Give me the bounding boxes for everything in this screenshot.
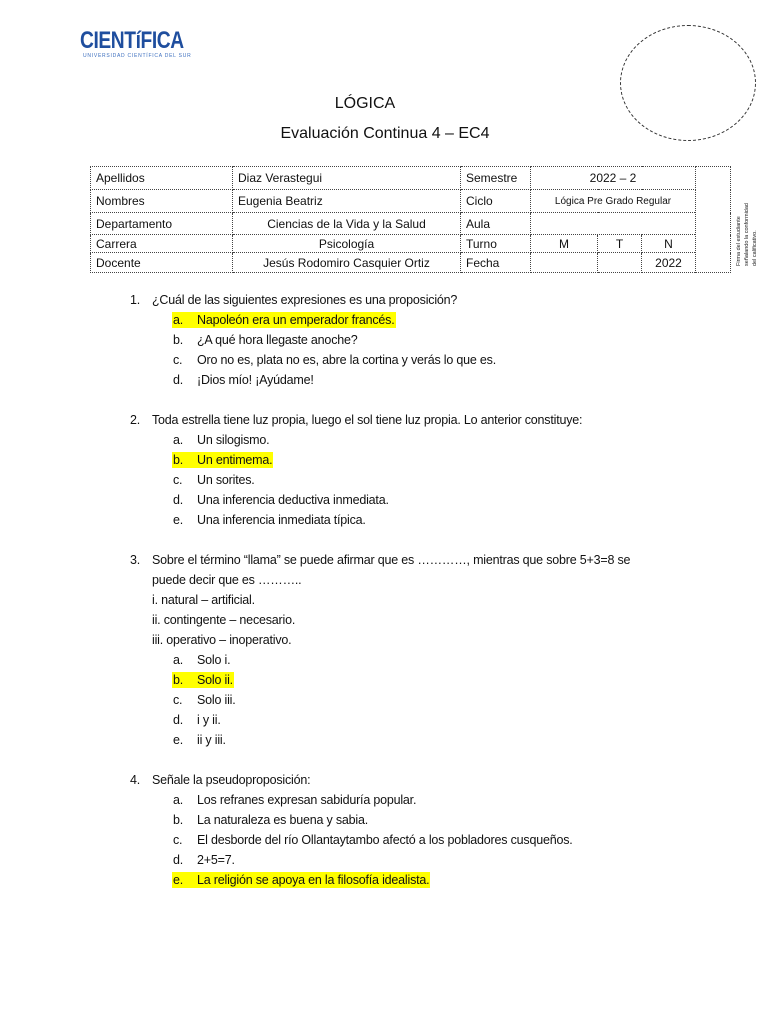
option-letter: b. xyxy=(173,333,184,347)
option-3b xyxy=(0,670,768,690)
option-letter: d. xyxy=(173,373,184,387)
option-text: ii y iii. xyxy=(197,733,226,747)
signature-note xyxy=(735,178,761,266)
question-3 xyxy=(0,550,768,570)
turno-option-t: T xyxy=(598,235,642,253)
option-text: Una inferencia inmediata típica. xyxy=(197,513,366,527)
option-4d xyxy=(0,850,768,870)
turno-option-n: N xyxy=(642,235,696,253)
label-aula: Aula xyxy=(461,213,531,235)
option-4c xyxy=(0,830,768,850)
option-body xyxy=(172,872,430,888)
option-body xyxy=(172,692,237,708)
option-body xyxy=(172,332,359,348)
question-number: 4. xyxy=(130,773,141,787)
label-departamento: Departamento xyxy=(91,213,233,235)
option-letter: a. xyxy=(173,433,184,447)
fecha-month xyxy=(598,253,642,273)
label-semestre: Semestre xyxy=(461,167,531,190)
option-text: La religión se apoya en la filosofía idealista. xyxy=(197,873,430,887)
option-body xyxy=(172,312,396,328)
statement-i: i. natural – artificial. xyxy=(152,593,255,607)
student-info-table xyxy=(90,166,731,273)
option-letter: a. xyxy=(173,793,184,807)
option-body xyxy=(172,732,227,748)
option-4a xyxy=(0,790,768,810)
option-letter: b. xyxy=(173,813,184,827)
value-docente: Jesús Rodomiro Casquier Ortiz xyxy=(233,253,461,273)
option-text: 2+5=7. xyxy=(197,853,235,867)
table-row xyxy=(91,213,731,235)
option-body xyxy=(172,372,315,388)
signature-note-line: Firma del estudiante xyxy=(736,216,742,266)
value-aula xyxy=(531,213,696,235)
table-row xyxy=(91,253,731,273)
option-letter: d. xyxy=(173,713,184,727)
option-letter: c. xyxy=(173,473,183,487)
question-text: Sobre el término “llama” se puede afirmar que es …………, mientras que sobre 5+3=8 se xyxy=(152,553,631,567)
logo-wordmark: CIENTíFICA xyxy=(80,27,184,54)
option-body xyxy=(172,472,256,488)
option-1a xyxy=(0,310,768,330)
question-text: ¿Cuál de las siguientes expresiones es una proposición? xyxy=(152,293,458,307)
option-text: Solo ii. xyxy=(197,673,233,687)
option-3c xyxy=(0,690,768,710)
option-letter: d. xyxy=(173,853,184,867)
grade-circle xyxy=(620,25,756,141)
signature-note-line: del calificativo. xyxy=(752,230,758,266)
question-text: Señale la pseudoproposición: xyxy=(152,773,311,787)
option-2c xyxy=(0,470,768,490)
question-4 xyxy=(0,770,768,790)
value-carrera: Psicología xyxy=(233,235,461,253)
option-letter: e. xyxy=(173,733,184,747)
option-text: Un sorites. xyxy=(197,473,255,487)
option-letter: a. xyxy=(173,653,184,667)
option-2d xyxy=(0,490,768,510)
label-apellidos: Apellidos xyxy=(91,167,233,190)
value-apellidos: Diaz Verastegui xyxy=(233,167,461,190)
document-title: LÓGICA xyxy=(334,95,396,112)
option-text: Solo iii. xyxy=(197,693,236,707)
label-turno: Turno xyxy=(461,235,531,253)
value-departamento: Ciencias de la Vida y la Salud xyxy=(233,213,461,235)
option-text: La naturaleza es buena y sabia. xyxy=(197,813,369,827)
option-body xyxy=(172,812,369,828)
option-body xyxy=(172,852,236,868)
option-1b xyxy=(0,330,768,350)
label-fecha: Fecha xyxy=(461,253,531,273)
label-carrera: Carrera xyxy=(91,235,233,253)
question-2 xyxy=(0,410,768,430)
question-number: 1. xyxy=(130,293,141,307)
option-letter: a. xyxy=(173,313,184,327)
question-text: Toda estrella tiene luz propia, luego el sol tiene luz propia. Lo anterior constituye: xyxy=(152,413,583,427)
spacer xyxy=(0,530,768,550)
option-letter: b. xyxy=(173,673,184,687)
university-logo xyxy=(80,29,192,61)
option-text: El desborde del río Ollantaytambo afectó a los pobladores cusqueños. xyxy=(197,833,573,847)
option-text: ¡Dios mío! ¡Ayúdame! xyxy=(197,373,314,387)
value-semestre: 2022 – 2 xyxy=(531,167,696,190)
option-letter: c. xyxy=(173,353,183,367)
fecha-year: 2022 xyxy=(642,253,696,273)
option-body xyxy=(172,712,222,728)
table-row xyxy=(91,190,731,213)
option-text: i y ii. xyxy=(197,713,221,727)
option-text: Un silogismo. xyxy=(197,433,270,447)
table-row xyxy=(91,235,731,253)
question-number: 3. xyxy=(130,553,141,567)
table-row xyxy=(91,167,731,190)
option-4b xyxy=(0,810,768,830)
option-3d xyxy=(0,710,768,730)
question-number: 2. xyxy=(130,413,141,427)
spacer xyxy=(0,390,768,410)
statement-ii: ii. contingente – necesario. xyxy=(152,613,296,627)
option-text: ¿A qué hora llegaste anoche? xyxy=(197,333,358,347)
value-ciclo: Lógica Pre Grado Regular xyxy=(531,190,696,213)
value-nombres: Eugenia Beatriz xyxy=(233,190,461,213)
option-body xyxy=(172,512,367,528)
option-letter: c. xyxy=(173,693,183,707)
option-body xyxy=(172,792,417,808)
questions-list xyxy=(0,290,768,890)
option-body xyxy=(172,452,273,468)
option-4e xyxy=(0,870,768,890)
question-1 xyxy=(0,290,768,310)
label-nombres: Nombres xyxy=(91,190,233,213)
turno-option-m: M xyxy=(531,235,598,253)
question-continuation: puede decir que es ……….. xyxy=(152,573,302,587)
logo-tagline: UNIVERSIDAD CIENTÍFICA DEL SUR xyxy=(83,53,192,59)
option-text: Solo i. xyxy=(197,653,231,667)
option-letter: c. xyxy=(173,833,183,847)
option-text: Napoleón era un emperador francés. xyxy=(197,313,395,327)
option-3e xyxy=(0,730,768,750)
option-2a xyxy=(0,430,768,450)
option-body xyxy=(172,492,390,508)
signature-box xyxy=(696,167,731,273)
option-letter: d. xyxy=(173,493,184,507)
option-3a xyxy=(0,650,768,670)
label-docente: Docente xyxy=(91,253,233,273)
option-letter: b. xyxy=(173,453,184,467)
option-body xyxy=(172,352,497,368)
document-subtitle: Evaluación Continua 4 – EC4 xyxy=(280,125,490,142)
spacer xyxy=(0,750,768,770)
option-text: Un entimema. xyxy=(197,453,273,467)
option-letter: e. xyxy=(173,513,184,527)
option-letter: e. xyxy=(173,873,184,887)
signature-note-line: señalando la conformidad xyxy=(744,203,750,266)
label-ciclo: Ciclo xyxy=(461,190,531,213)
option-body xyxy=(172,672,234,688)
option-text: Los refranes expresan sabiduría popular. xyxy=(197,793,417,807)
option-body xyxy=(172,652,231,668)
option-body xyxy=(172,832,574,848)
option-1c xyxy=(0,350,768,370)
option-body xyxy=(172,432,270,448)
option-text: Oro no es, plata no es, abre la cortina y verás lo que es. xyxy=(197,353,496,367)
option-2b xyxy=(0,450,768,470)
option-text: Una inferencia deductiva inmediata. xyxy=(197,493,389,507)
option-2e xyxy=(0,510,768,530)
fecha-day xyxy=(531,253,598,273)
statement-iii: iii. operativo – inoperativo. xyxy=(152,633,292,647)
option-1d xyxy=(0,370,768,390)
